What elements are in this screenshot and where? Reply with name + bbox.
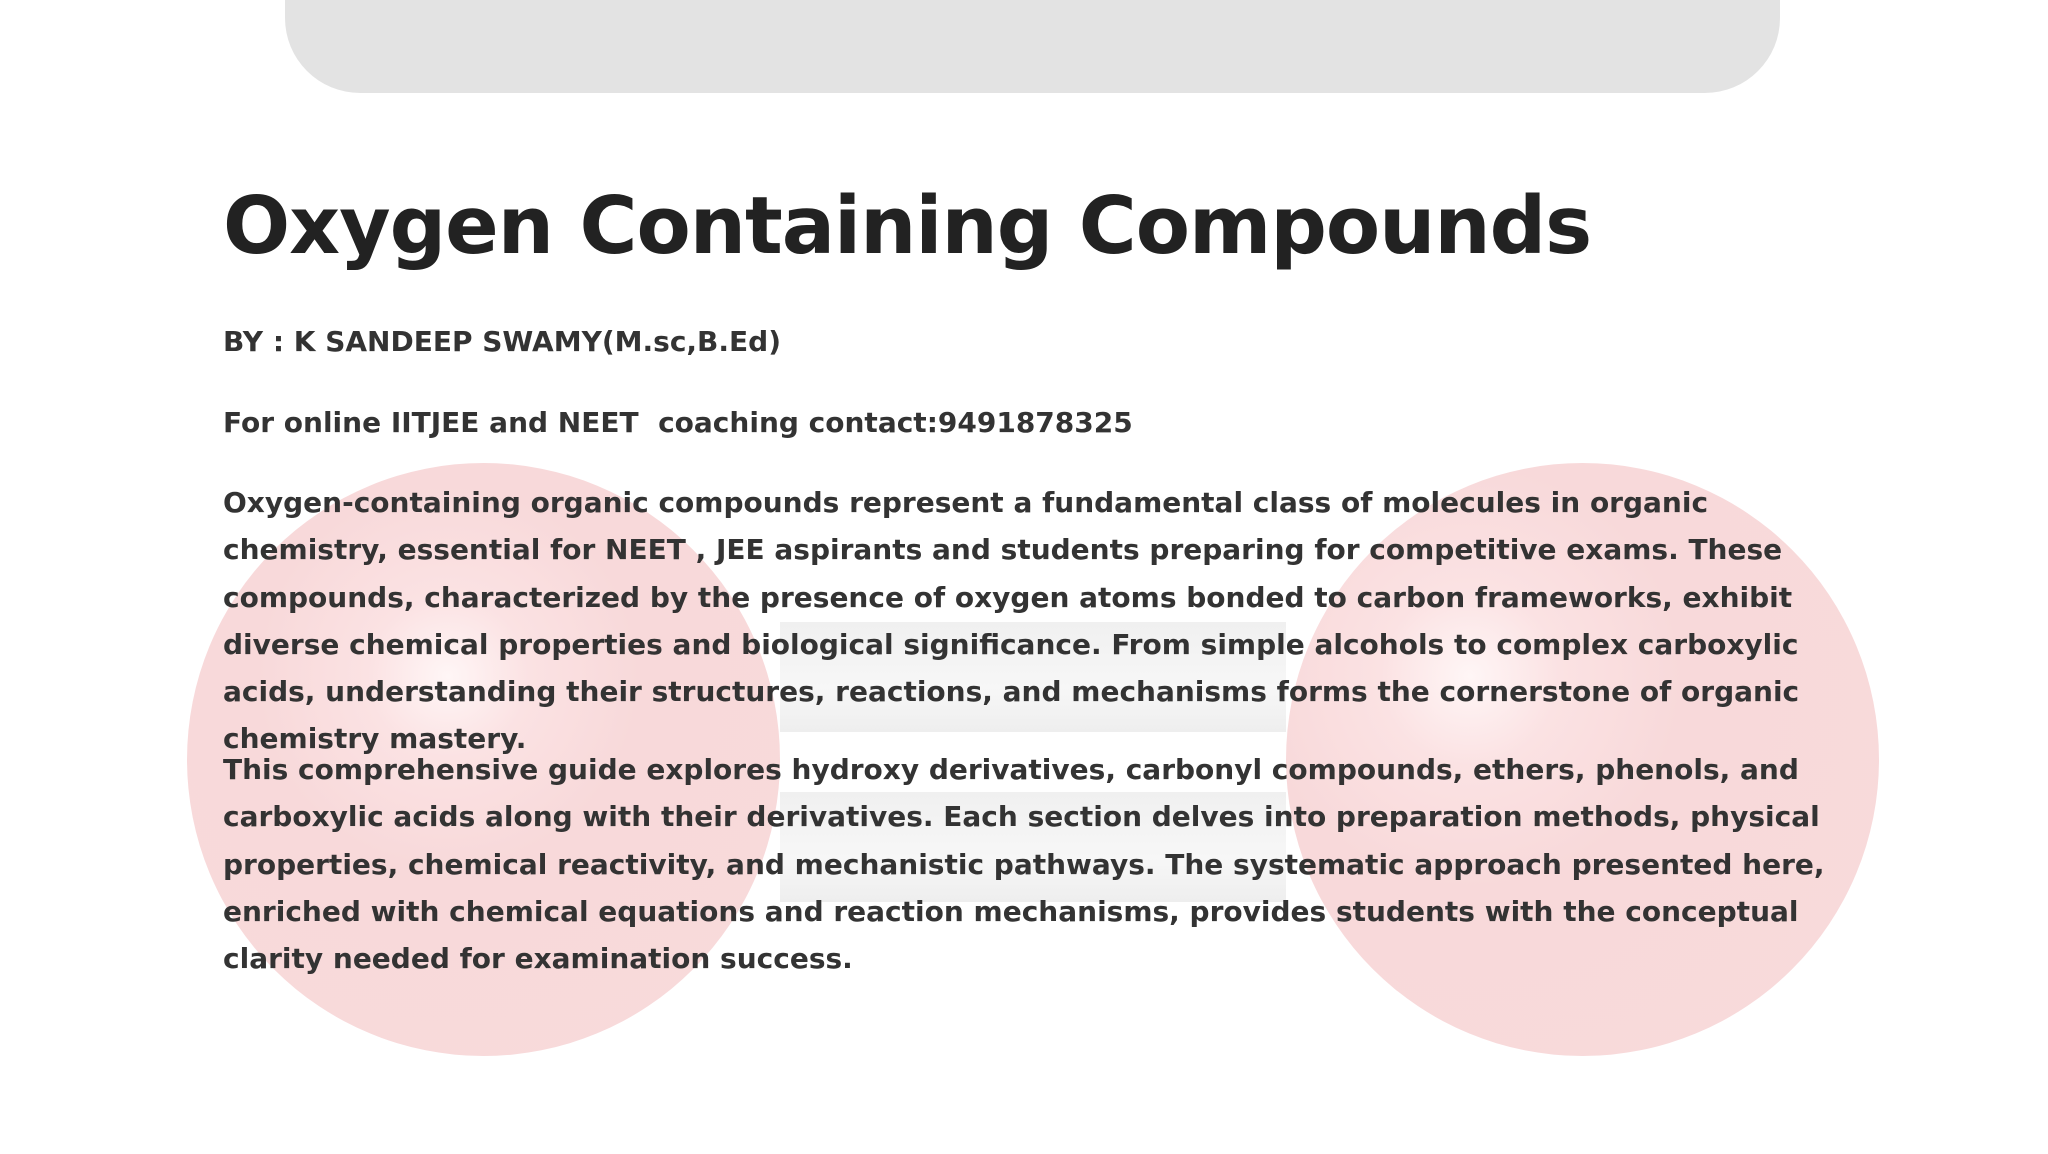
guide-paragraph: This comprehensive guide explores hydroxy derivatives, carbonyl compounds, ethers, phenols, and carboxylic acids along with their derivatives. Each section delves into preparation methods, physical properties, chemical reactivity, and mechanistic pathways. The systematic approach presented here, enriched with chemical equations and reaction mechanisms, provides students with the conceptual clarity needed for examination success. <box>223 753 1825 976</box>
contact-line: For online IITJEE and NEET coaching contact:9491878325 <box>223 406 1133 439</box>
page-title: Oxygen Containing Compounds <box>223 180 1592 272</box>
intro-paragraph: Oxygen-containing organic compounds represent a fundamental class of molecules in organic chemistry, essential for NEET , JEE aspirants and students preparing for competitive exams. These compounds, characterized by the presence of oxygen atoms bonded to carbon frameworks, exhibit diverse chemical properties and biological significance. From simple alcohols to complex carboxylic acids, understanding their structures, reactions, and mechanisms forms the cornerstone of organic chemistry mastery. <box>223 486 1800 756</box>
author-byline: BY : K SANDEEP SWAMY(M.sc,B.Ed) <box>223 325 782 358</box>
background-image-tray <box>285 0 1780 93</box>
